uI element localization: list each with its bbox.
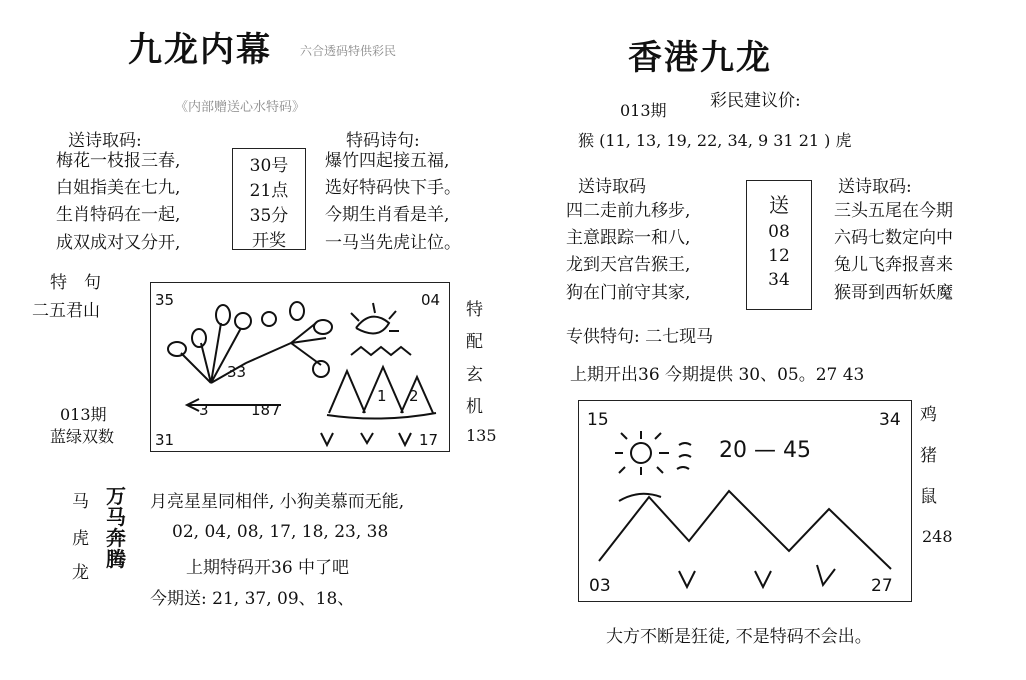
corner-bl: 03 (589, 576, 611, 596)
corner-tl: 15 (587, 410, 609, 430)
drawing-mark: 7 (271, 401, 281, 419)
today-send: 今期送: 21, 37, 09、18、 (150, 589, 355, 609)
te-ju-value: 二五君山 (32, 301, 100, 321)
poem-right (834, 198, 953, 307)
side-label: 猪 (920, 446, 937, 466)
poem-right-header: 送诗取码: (838, 177, 912, 197)
poem-line: 梅花一枝报三春, (56, 151, 181, 171)
send-box (746, 180, 812, 310)
poem-line: 成双成对又分开, (56, 232, 181, 253)
poem-line: 今期生肖看是羊, (325, 205, 450, 226)
corner-bl: 31 (155, 431, 175, 449)
moon-line: 月亮星星同相伴, 小狗美慕而无能, (150, 492, 405, 512)
side-labels (920, 400, 937, 507)
poem-line: 四二走前九移步, (566, 201, 691, 221)
vertical-char: 机 (466, 396, 483, 417)
right-issue: 013期 (620, 101, 667, 120)
poem-send-header: 送诗取码: (68, 131, 142, 151)
poem-line: 白姐指美在七九, (56, 178, 181, 199)
drawing-mark: 1 (377, 387, 387, 405)
color-hint: 蓝绿双数 (50, 427, 115, 446)
poem-left-header: 送诗取码 (578, 177, 646, 197)
poem-line: 爆竹四起接五福, (325, 151, 450, 171)
vertical-char: 配 (466, 332, 483, 353)
range-text: 20 — 45 (719, 438, 811, 463)
poem-left (566, 198, 690, 307)
flower-petal (168, 342, 186, 356)
sun-shape (631, 443, 651, 463)
footer-line: 大方不断是狂徒, 不是特码不会出。 (606, 627, 872, 647)
box-line: 送 (769, 193, 789, 217)
flower-petal (314, 320, 332, 334)
drawing-mark: 3 (199, 401, 209, 419)
idiom: 万马奔腾 (106, 484, 126, 571)
poem-line: 生肖特码在一起, (56, 205, 181, 226)
flower-petal (262, 312, 276, 326)
box-line: 35分 (249, 206, 289, 226)
side-label: 鼠 (920, 487, 937, 507)
vertical-char: 玄 (466, 364, 483, 385)
corner-br: 27 (871, 576, 893, 596)
draw-time-box (232, 148, 306, 250)
left-riddle-drawing (150, 282, 450, 452)
poem-line: 龙到天宫告猴王, (566, 255, 691, 276)
suggest-label: 彩民建议价: (710, 91, 801, 111)
right-title: 香港九龙 (628, 38, 772, 78)
poem-line: 狗在门前守其家, (566, 282, 691, 303)
zodiac-label: 马 (72, 492, 89, 512)
flower-petal (192, 329, 206, 347)
issue-number: 013期 (60, 405, 107, 424)
poem-special (325, 148, 461, 257)
side-number: 248 (922, 527, 953, 546)
flower-petal (216, 305, 230, 325)
corner-br: 17 (419, 431, 439, 449)
poem-line: 一马当先虎让位。 (325, 232, 461, 253)
poem-special-header: 特码诗句: (346, 131, 420, 151)
drawing-mark: 33 (227, 363, 247, 381)
flower-petal (290, 302, 304, 320)
corner-tr: 34 (879, 410, 901, 430)
poem-line: 兔儿飞奔报喜来 (834, 255, 953, 276)
flower-petal (313, 361, 329, 377)
box-line: 30号 (249, 156, 289, 176)
sun-shape (356, 317, 389, 334)
side-label: 鸡 (920, 405, 937, 425)
drawing-mark: 2 (409, 387, 419, 405)
poem-line: 六码七数定向中 (834, 228, 953, 249)
zodiac-label: 龙 (72, 563, 89, 583)
left-title: 九龙内幕 (128, 30, 272, 70)
corner-tr: 04 (421, 291, 441, 309)
box-line: 34 (768, 270, 790, 290)
right-vertical-text (466, 294, 483, 423)
special-phrase: 专供特句: 二七现马 (566, 327, 714, 347)
drawing-mark: 18 (251, 401, 271, 419)
box-line: 开奖 (252, 231, 286, 251)
right-riddle-drawing (578, 400, 912, 602)
right-drawing-svg (579, 401, 911, 601)
te-ju-label: 特 句 (50, 273, 101, 293)
flower-petal (235, 313, 251, 329)
poem-line: 猴哥到西斩妖魔 (834, 282, 953, 303)
box-line: 12 (768, 246, 790, 266)
left-drawing-svg (151, 283, 449, 451)
left-subtitle: 六合透码特供彩民 (300, 44, 397, 58)
box-line: 08 (768, 222, 790, 242)
box-line: 21点 (249, 181, 289, 201)
corner-tl: 35 (155, 291, 175, 309)
poem-line: 主意跟踪一和八, (566, 228, 691, 249)
poem-line: 三头五尾在今期 (834, 201, 953, 221)
poem-send (56, 148, 180, 257)
poem-line: 选好特码快下手。 (325, 178, 461, 199)
right-number: 135 (466, 426, 497, 445)
zodiac-label: 虎 (72, 529, 89, 549)
left-note: 《内部赠送心水特码》 (175, 100, 306, 115)
last-special: 上期特码开36 中了吧 (186, 558, 350, 578)
last-line: 上期开出36 今期提供 30、05。27 43 (570, 365, 865, 385)
vertical-char: 特 (466, 300, 483, 320)
monkey-line: 猴 (11, 13, 19, 22, 34, 9 31 21 ) 虎 (578, 131, 852, 150)
numbers-line: 02, 04, 08, 17, 18, 23, 38 (172, 522, 389, 542)
